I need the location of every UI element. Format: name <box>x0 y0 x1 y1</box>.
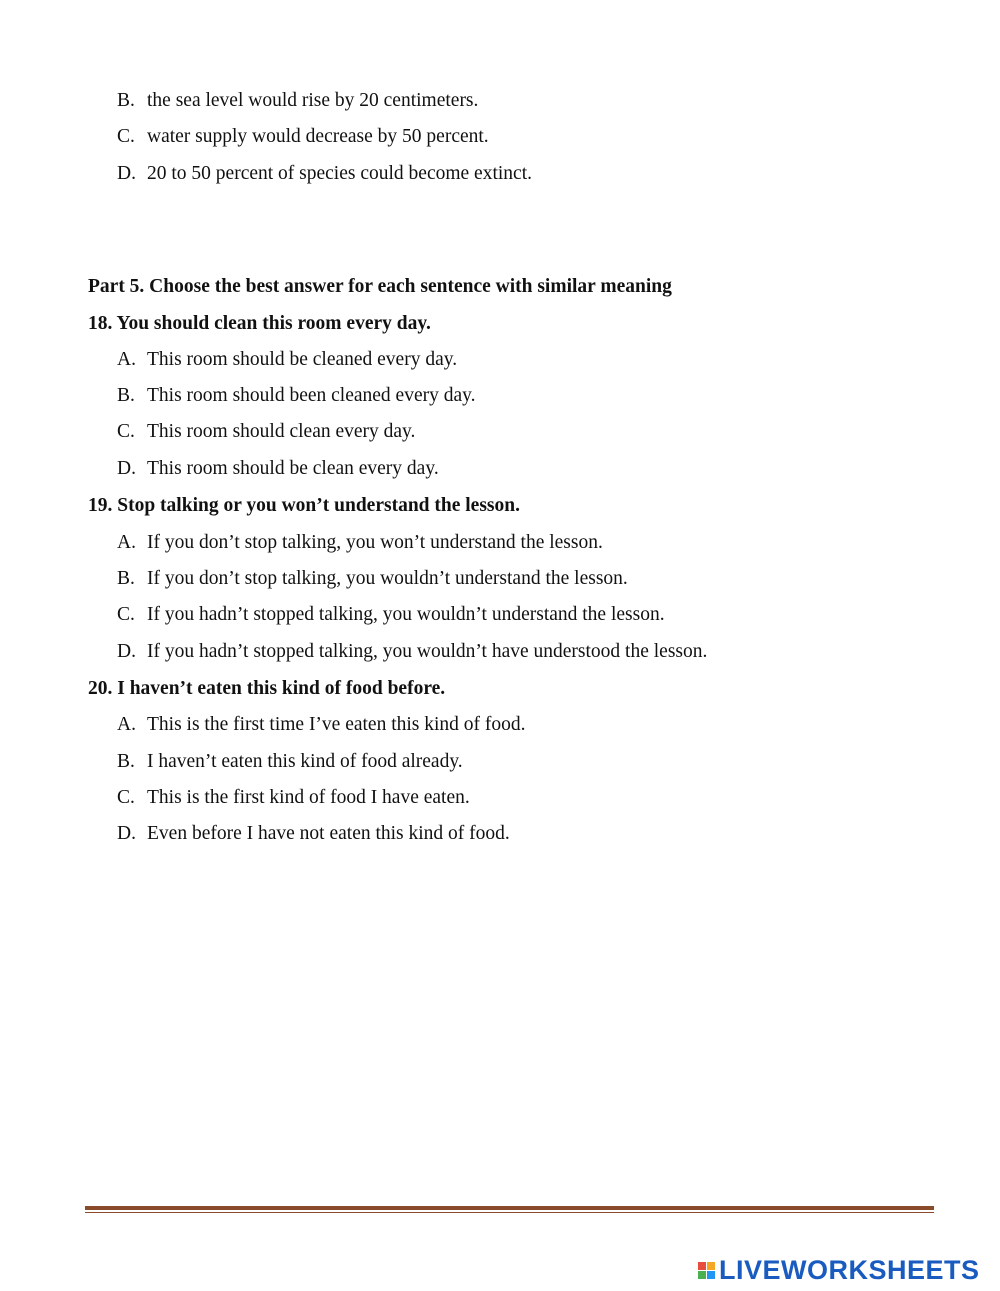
option-text: This is the first kind of food I have eaten. <box>147 787 470 808</box>
option-letter: A. <box>117 532 136 553</box>
question-20-option-a[interactable] <box>117 713 526 737</box>
option-text: If you hadn’t stopped talking, you wouldn’t understand the lesson. <box>147 604 665 625</box>
option-letter: C. <box>117 421 135 442</box>
question-18-option-b[interactable] <box>117 384 476 408</box>
option-text: I haven’t eaten this kind of food already. <box>147 751 463 772</box>
option-text: If you don’t stop talking, you won’t understand the lesson. <box>147 532 603 553</box>
question-18-prompt: 18. You should clean this room every day. <box>88 313 431 334</box>
option-text: If you don’t stop talking, you wouldn’t understand the lesson. <box>147 568 628 589</box>
option-letter: A. <box>117 349 136 370</box>
question-18-option-d[interactable] <box>117 457 439 481</box>
question-20-option-b[interactable] <box>117 750 463 774</box>
option-c <box>117 125 489 149</box>
option-letter: D. <box>117 163 136 184</box>
logo-block-l <box>698 1262 706 1270</box>
question-19-prompt: 19. Stop talking or you won’t understand the lesson. <box>88 495 520 516</box>
option-text: This room should be cleaned every day. <box>147 349 458 370</box>
option-letter: A. <box>117 714 136 735</box>
footer-rule <box>85 1206 934 1210</box>
question-18-option-a[interactable] <box>117 348 457 372</box>
option-text: This room should clean every day. <box>147 421 416 442</box>
option-text: This room should been cleaned every day. <box>147 385 476 406</box>
option-text: Even before I have not eaten this kind of food. <box>147 823 510 844</box>
part-heading: Part 5. Choose the best answer for each sentence with similar meaning <box>88 276 672 297</box>
question-19-option-d[interactable] <box>117 640 707 664</box>
option-letter: B. <box>117 568 135 589</box>
liveworksheets-logo <box>698 1254 980 1286</box>
question-20-option-c[interactable] <box>117 786 470 810</box>
option-letter: B. <box>117 90 135 111</box>
option-letter: C. <box>117 126 135 147</box>
option-letter: C. <box>117 604 135 625</box>
question-20-prompt: 20. I haven’t eaten this kind of food before. <box>88 678 446 699</box>
option-letter: D. <box>117 641 136 662</box>
option-text: This room should be clean every day. <box>147 458 439 479</box>
option-text: the sea level would rise by 20 centimeters. <box>147 90 479 111</box>
question-20-option-d[interactable] <box>117 822 510 846</box>
logo-blocks-icon <box>698 1262 715 1279</box>
logo-block-v <box>698 1271 706 1279</box>
logo-text: LIVEWORKSHEETS <box>719 1254 980 1285</box>
option-text: 20 to 50 percent of species could become extinct. <box>147 163 532 184</box>
option-letter: D. <box>117 458 136 479</box>
question-19-option-a[interactable] <box>117 531 603 555</box>
option-text: water supply would decrease by 50 percent. <box>147 126 489 147</box>
option-letter: B. <box>117 751 135 772</box>
option-text: This is the first time I’ve eaten this kind of food. <box>147 714 526 735</box>
option-text: If you hadn’t stopped talking, you wouldn’t have understood the lesson. <box>147 641 708 662</box>
question-19-option-b[interactable] <box>117 567 628 591</box>
option-b <box>117 89 478 113</box>
question-19-option-c[interactable] <box>117 603 665 627</box>
option-d <box>117 162 532 186</box>
option-letter: C. <box>117 787 135 808</box>
logo-block-i <box>707 1262 715 1270</box>
question-18-option-c[interactable] <box>117 420 415 444</box>
option-letter: D. <box>117 823 136 844</box>
option-letter: B. <box>117 385 135 406</box>
footer-rule-thin <box>85 1212 934 1213</box>
logo-block-e <box>707 1271 715 1279</box>
